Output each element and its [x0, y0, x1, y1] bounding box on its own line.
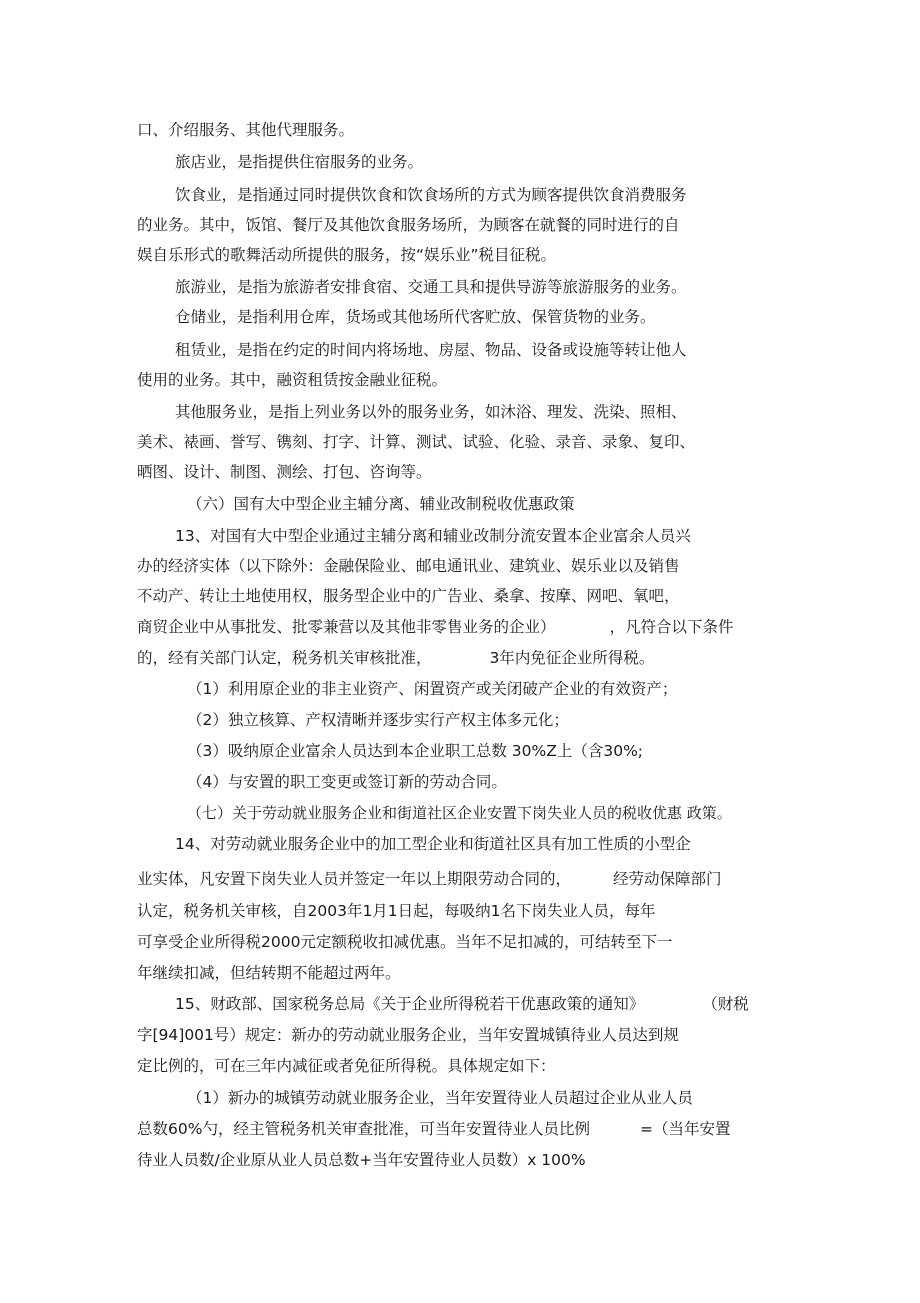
text-line: 字[94]001号）规定：新办的劳动就业服务企业，当年安置城镇待业人员达到规 [137, 1026, 679, 1044]
text-line: 饮食业，是指通过同时提供饮食和饮食场所的方式为顾客提供饮食消费服务 [175, 186, 687, 204]
list-item: （3）吸纳原企业富余人员达到本企业职工总数 30%Z上（含30%; [187, 742, 644, 760]
list-item: （4）与安置的职工变更或签订新的劳动合同。 [187, 773, 507, 791]
text-line: 美术、裱画、誉写、镌刻、打字、计算、测试、试验、化验、录音、录象、复印、 [137, 433, 696, 451]
text-line: 13、对国有大中型企业通过主辅分离和辅业改制分流安置本企业富余人员兴 [175, 527, 691, 545]
text-line: 娱自乐形式的歌舞活动所提供的服务，按“娱乐业”税目征税。 [137, 246, 557, 264]
text-line [137, 617, 734, 637]
text-line: 口、介绍服务、其他代理服务。 [137, 121, 355, 139]
text-segment: 商贸企业中从事批发、批零兼营以及其他非零售业务的企业） [137, 618, 556, 636]
text-line: 旅店业，是指提供住宿服务的业务。 [175, 153, 424, 171]
text-segment: 15、财政部、国家税务总局《关于企业所得税若干优惠政策的通知》 [175, 995, 645, 1013]
text-line: 仓储业，是指利用仓库，货场或其他场所代客贮放、保管货物的业务。 [175, 308, 656, 326]
text-line: 其他服务业，是指上列业务以外的服务业务，如沐浴、理发、洗染、照相、 [175, 403, 687, 421]
text-line: 旅游业，是指为旅游者安排食宿、交通工具和提供导游等旅游服务的业务。 [175, 278, 687, 296]
text-line: 年继续扣减，但结转期不能超过两年。 [137, 964, 401, 982]
text-segment: =（当年安置 [639, 1120, 731, 1138]
text-line: 办的经济实体（以下除外：金融保险业、邮电通讯业、建筑业、娱乐业以及销售 [137, 557, 680, 575]
text-line: 可享受企业所得税2000元定额税收扣减优惠。当年不足扣减的，可结转至下一 [137, 933, 673, 951]
text-segment: 经劳动保障部门 [613, 870, 722, 888]
text-segment: 的，经有关部门认定，税务机关审核批准， [137, 649, 432, 667]
text-segment: （财税 [702, 995, 749, 1013]
text-line: 14、对劳动就业服务企业中的加工型企业和街道社区具有加工性质的小型企 [175, 835, 691, 853]
list-item: （1）利用原企业的非主业资产、闲置资产或关闭破产企业的有效资产； [187, 680, 678, 698]
text-segment: ，凡符合以下条件 [609, 618, 734, 636]
text-segment: 3年内免征企业所得税。 [489, 649, 655, 667]
text-segment: 总数60%勺，经主管税务机关审查批准，可当年安置待业人员比例 [137, 1120, 590, 1138]
text-line: 认定，税务机关审核，自2003年1月1日起，每吸纳1名下岗失业人员，每年 [137, 902, 656, 920]
section-heading: （七）关于劳动就业服务企业和街道社区企业安置下岗失业人员的税收优惠 政策。 [187, 804, 732, 822]
text-line: 租赁业，是指在约定的时间内将场地、房屋、物品、设备或设施等转让他人 [175, 341, 687, 359]
text-line: 待业人员数/企业原从业人员总数+当年安置待业人员数）x 100% [137, 1151, 586, 1169]
text-line: 不动产、转让土地使用权，服务型企业中的广告业、桑拿、按摩、网吧、氧吧， [137, 587, 680, 605]
text-line [137, 1119, 730, 1139]
text-line [175, 994, 749, 1014]
text-line [137, 869, 722, 889]
text-line: 晒图、设计、制图、测绘、打包、咨询等。 [137, 463, 432, 481]
list-item: （2）独立核算、产权清晰并逐步实行产权主体多元化； [187, 711, 569, 729]
text-line: 的业务。其中，饭馆、餐厅及其他饮食服务场所，为顾客在就餐的同时进行的自 [137, 216, 680, 234]
list-item: （1）新办的城镇劳动就业服务企业，当年安置待业人员超过企业从业人员 [187, 1089, 693, 1107]
text-line [137, 648, 654, 668]
section-heading: （六）国有大中型企业主辅分离、辅业改制税收优惠政策 [187, 495, 575, 513]
text-line: 定比例的，可在三年内减征或者免征所得税。具体规定如下： [137, 1057, 556, 1075]
text-segment: 业实体，凡安置下岗失业人员并签定一年以上期限劳动合同的， [137, 870, 572, 888]
text-line: 使用的业务。其中，融资租赁按金融业征税。 [137, 371, 448, 389]
